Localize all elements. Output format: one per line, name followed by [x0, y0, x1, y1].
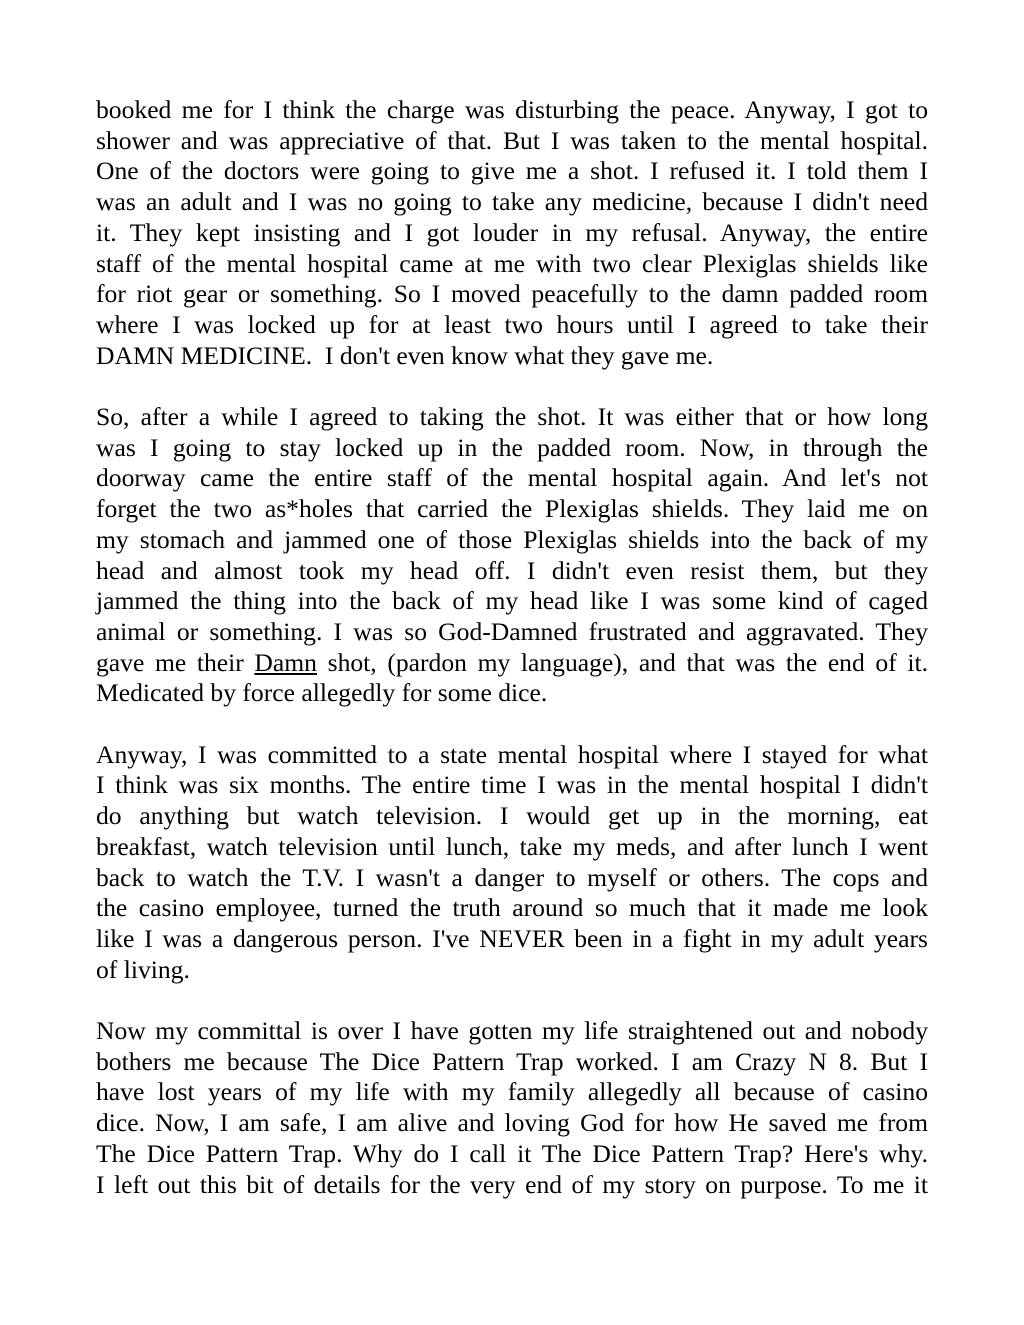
text-line: my stomach and jammed one of those Plexiglas shields into the back of my: [96, 524, 928, 554]
text-line: head and almost took my head off. I didn't even resist them, but they: [96, 555, 928, 585]
text-line: One of the doctors were going to give me a shot. I refused it. I told them I: [96, 156, 928, 186]
paragraph-1: [96, 95, 928, 371]
text-line: have lost years of my life with my family allegedly all because of casino: [96, 1077, 928, 1107]
text-line: was I going to stay locked up in the padded room. Now, in through the: [96, 432, 928, 462]
text-line: booked me for I think the charge was disturbing the peace. Anyway, I got to: [96, 95, 928, 124]
text-line: do anything but watch television. I would get up in the morning, eat: [96, 801, 928, 831]
text-line: it. They kept insisting and I got louder in my refusal. Anyway, the entire: [96, 217, 928, 247]
text-line: DAMN MEDICINE. I don't even know what they gave me.: [96, 340, 714, 370]
text-line: breakfast, watch television until lunch, take my meds, and after lunch I went: [96, 831, 928, 861]
text-line: I think was six months. The entire time I was in the mental hospital I didn't: [96, 770, 928, 800]
text-line: Now my committal is over I have gotten my life straightened out and nobody: [96, 1016, 928, 1046]
text-line: animal or something. I was so God-Damned frustrated and aggravated. They: [96, 616, 928, 646]
text-line: like I was a dangerous person. I've NEVER been in a fight in my adult years: [96, 923, 928, 953]
text-line: jammed the thing into the back of my head like I was some kind of caged: [96, 586, 928, 616]
paragraph-2: [96, 402, 928, 709]
text-line: doorway came the entire staff of the mental hospital again. And let's not: [96, 463, 928, 493]
paragraph-4: [96, 1016, 928, 1200]
text-fragment: gave me their: [96, 647, 255, 677]
paragraph-3: [96, 740, 928, 986]
document-page: [96, 95, 928, 1200]
text-line: I left out this bit of details for the very end of my story on purpose. To me it: [96, 1169, 928, 1199]
text-line: forget the two as*holes that carried the Plexiglas shields. They laid me on: [96, 494, 928, 524]
text-line: dice. Now, I am safe, I am alive and loving God for how He saved me from: [96, 1108, 928, 1138]
text-line: where I was locked up for at least two hours until I agreed to take their: [96, 309, 928, 339]
text-line: So, after a while I agreed to taking the shot. It was either that or how long: [96, 402, 928, 432]
text-line: was an adult and I was no going to take any medicine, because I didn't need: [96, 187, 928, 217]
text-line: of living.: [96, 954, 190, 984]
text-fragment: shot, (pardon my language), and that was the end of it.: [316, 647, 928, 677]
text-line: the casino employee, turned the truth around so much that it made me look: [96, 893, 928, 923]
text-line-with-underline: [96, 648, 928, 679]
text-line: back to watch the T.V. I wasn't a danger to myself or others. The cops and: [96, 862, 928, 892]
text-line: Medicated by force allegedly for some dice.: [96, 678, 548, 708]
text-line: bothers me because The Dice Pattern Trap worked. I am Crazy N 8. But I: [96, 1046, 928, 1076]
text-line: The Dice Pattern Trap. Why do I call it The Dice Pattern Trap? Here's why.: [96, 1138, 928, 1168]
text-line: Anyway, I was committed to a state mental hospital where I stayed for what: [96, 739, 928, 769]
underlined-word: Damn: [254, 647, 317, 677]
text-line: staff of the mental hospital came at me with two clear Plexiglas shields like: [96, 248, 928, 278]
text-line: shower and was appreciative of that. But I was taken to the mental hospital.: [96, 125, 928, 155]
text-line: for riot gear or something. So I moved peacefully to the damn padded room: [96, 279, 928, 309]
